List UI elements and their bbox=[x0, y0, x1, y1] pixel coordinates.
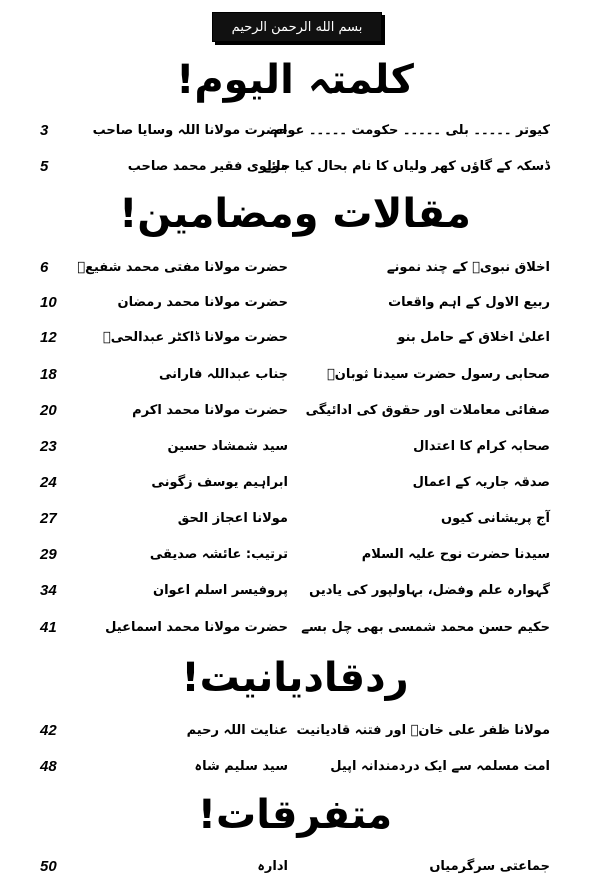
author-name: حضرت مولانا اللہ وسایا صاحب bbox=[92, 123, 288, 138]
page-number: 10 bbox=[40, 294, 57, 311]
author-name: حضرت مولانا محمد اکرم bbox=[132, 403, 288, 418]
author-name: عنایت اللہ رحیم bbox=[186, 723, 288, 738]
author-name: سید سلیم شاہ bbox=[194, 759, 288, 774]
toc-row[interactable] bbox=[0, 257, 590, 279]
article-title: گہوارہ علم وفضل، بہاولپور کی یادیں bbox=[309, 583, 550, 598]
article-title: آج پریشانی کیوں bbox=[441, 511, 550, 526]
toc-row[interactable] bbox=[0, 436, 590, 458]
toc-row[interactable] bbox=[0, 580, 590, 602]
page-number: 29 bbox=[40, 546, 57, 563]
article-title: مولانا ظفر علی خانؒ اور فتنہ قادیانیت bbox=[296, 723, 550, 738]
author-name: سید شمشاد حسین bbox=[167, 439, 288, 454]
toc-row[interactable] bbox=[0, 364, 590, 386]
page-number: 34 bbox=[40, 582, 57, 599]
page-number: 48 bbox=[40, 758, 57, 775]
article-title: اخلاق نبویؐ کے چند نمونے bbox=[386, 260, 550, 275]
page-number: 41 bbox=[40, 619, 57, 636]
toc-row[interactable] bbox=[0, 292, 590, 314]
page-number: 50 bbox=[40, 858, 57, 875]
section-title-maqalat: مقالات ومضامین! bbox=[119, 191, 471, 237]
author-name: جناب عبداللہ فارانی bbox=[159, 367, 288, 382]
article-title: ڈسکہ کے گاؤں کھر ولیاں کا نام بحال کیا جائے bbox=[263, 159, 550, 174]
toc-row[interactable] bbox=[0, 544, 590, 566]
article-title: صدقہ جاریہ کے اعمال bbox=[412, 475, 550, 490]
toc-row[interactable] bbox=[0, 156, 590, 178]
toc-row[interactable] bbox=[0, 720, 590, 742]
toc-row[interactable] bbox=[0, 756, 590, 778]
author-name: حضرت مولانا ڈاکٹر عبدالحیؒ bbox=[102, 330, 288, 345]
article-title: سیدنا حضرت نوح علیہ السلام bbox=[361, 547, 550, 562]
author-name: ادارہ bbox=[257, 859, 288, 874]
author-name: ترتیب: عائشہ صدیقی bbox=[149, 547, 288, 562]
article-title: امت مسلمہ سے ایک دردمندانہ اپیل bbox=[330, 759, 550, 774]
bismillah-banner bbox=[212, 12, 382, 42]
page-number: 20 bbox=[40, 402, 57, 419]
page-number: 3 bbox=[40, 122, 49, 139]
article-title: صحابی رسول حضرت سیدنا ثوبانؓ bbox=[326, 367, 550, 382]
article-title: جماعتی سرگرمیاں bbox=[429, 859, 550, 874]
toc-row[interactable] bbox=[0, 327, 590, 349]
author-name: مولوی فقیر محمد صاحب bbox=[127, 159, 288, 174]
page-number: 5 bbox=[40, 158, 49, 175]
toc-row[interactable] bbox=[0, 120, 590, 142]
article-title: اعلیٰ اخلاق کے حامل بنو bbox=[397, 330, 550, 345]
page-number: 23 bbox=[40, 438, 57, 455]
toc-row[interactable] bbox=[0, 508, 590, 530]
page-number: 27 bbox=[40, 510, 57, 527]
section-title-kalimat: کلمتہ الیوم! bbox=[176, 57, 414, 103]
section-title-radd-qadianiat: ردقادیانیت! bbox=[181, 655, 409, 701]
author-name: حضرت مولانا محمد اسماعیل bbox=[105, 620, 288, 635]
toc-row[interactable] bbox=[0, 856, 590, 878]
article-title: صفائی معاملات اور حقوق کی ادائیگی bbox=[305, 403, 550, 418]
page-number: 12 bbox=[40, 329, 57, 346]
author-name: حضرت مولانا محمد رمضان bbox=[117, 295, 288, 310]
author-name: پروفیسر اسلم اعوان bbox=[152, 583, 288, 598]
article-title: ربیع الاول کے اہم واقعات bbox=[388, 295, 550, 310]
page-number: 18 bbox=[40, 366, 57, 383]
author-name: ابراہیم یوسف زگونی bbox=[151, 475, 288, 490]
bismillah-text: بسم الله الرحمن الرحیم bbox=[231, 19, 363, 35]
toc-row[interactable] bbox=[0, 617, 590, 639]
page-number: 24 bbox=[40, 474, 57, 491]
section-title-mutafarriqat: متفرقات! bbox=[197, 792, 393, 838]
toc-row[interactable] bbox=[0, 400, 590, 422]
author-name: حضرت مولانا مفتی محمد شفیعؒ bbox=[77, 260, 288, 275]
author-name: مولانا اعجاز الحق bbox=[177, 511, 288, 526]
article-title: صحابہ کرام کا اعتدال bbox=[413, 439, 550, 454]
page-number: 6 bbox=[40, 259, 49, 276]
article-title: حکیم حسن محمد شمسی بھی چل بسے bbox=[301, 620, 550, 635]
article-title: کیوتر ۔۔۔۔۔ بلی ۔۔۔۔۔ حکومت ۔۔۔۔۔ عوام bbox=[273, 123, 550, 138]
toc-row[interactable] bbox=[0, 472, 590, 494]
page-number: 42 bbox=[40, 722, 57, 739]
